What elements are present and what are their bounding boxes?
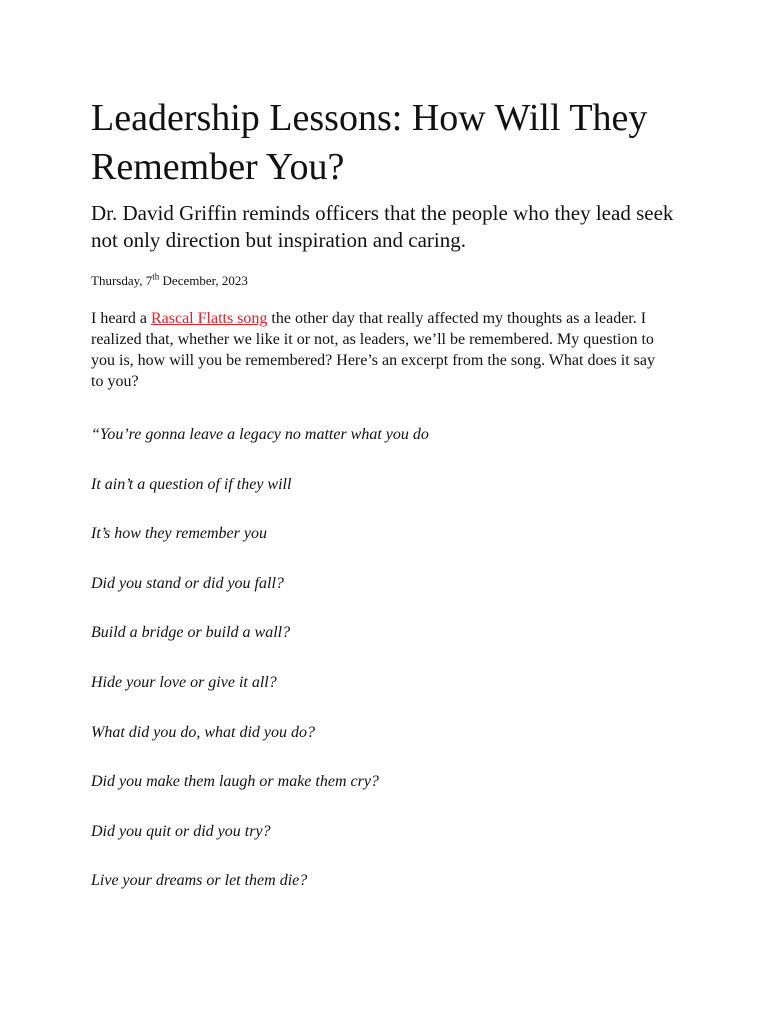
- lyric-line: Hide your love or give it all?: [91, 673, 277, 691]
- intro-after-link: the other day that really affected my thoughts as a leader. I realized that, whether we like it or not, as leaders, we’ll be remembered. My question to you is, how will you be remembered? Here’s an excerpt from the song. What does it say to you?: [91, 310, 655, 390]
- intro-paragraph: [91, 308, 671, 392]
- date-prefix: Thursday, 7: [91, 273, 153, 288]
- lyric-line: It ain’t a question of if they will: [91, 475, 292, 493]
- lyric-line: Build a bridge or build a wall?: [91, 624, 291, 642]
- article-title: Leadership Lessons: How Will They Remember You?: [91, 97, 648, 188]
- intro-before-link: I heard a: [91, 310, 151, 327]
- date-ordinal: th: [152, 271, 160, 282]
- lyric-line: It’s how they remember you: [91, 525, 267, 543]
- lyric-line: What did you do, what did you do?: [91, 723, 315, 741]
- lyric-line: Did you make them laugh or make them cry?: [91, 773, 379, 791]
- lyric-line: “You’re gonna leave a legacy no matter what you do: [91, 426, 429, 443]
- article-date: [91, 272, 248, 290]
- date-suffix: December, 2023: [159, 273, 248, 288]
- lyric-line: Live your dreams or let them die?: [91, 872, 308, 890]
- lyric-line: Did you quit or did you try?: [91, 822, 271, 840]
- lyric-line: Did you stand or did you fall?: [91, 574, 284, 592]
- lyrics-excerpt: [91, 424, 671, 920]
- article-subtitle: Dr. David Griffin reminds officers that the people who they lead seek not only direction but inspiration and caring.: [91, 201, 674, 252]
- song-link[interactable]: Rascal Flatts song: [150, 310, 268, 327]
